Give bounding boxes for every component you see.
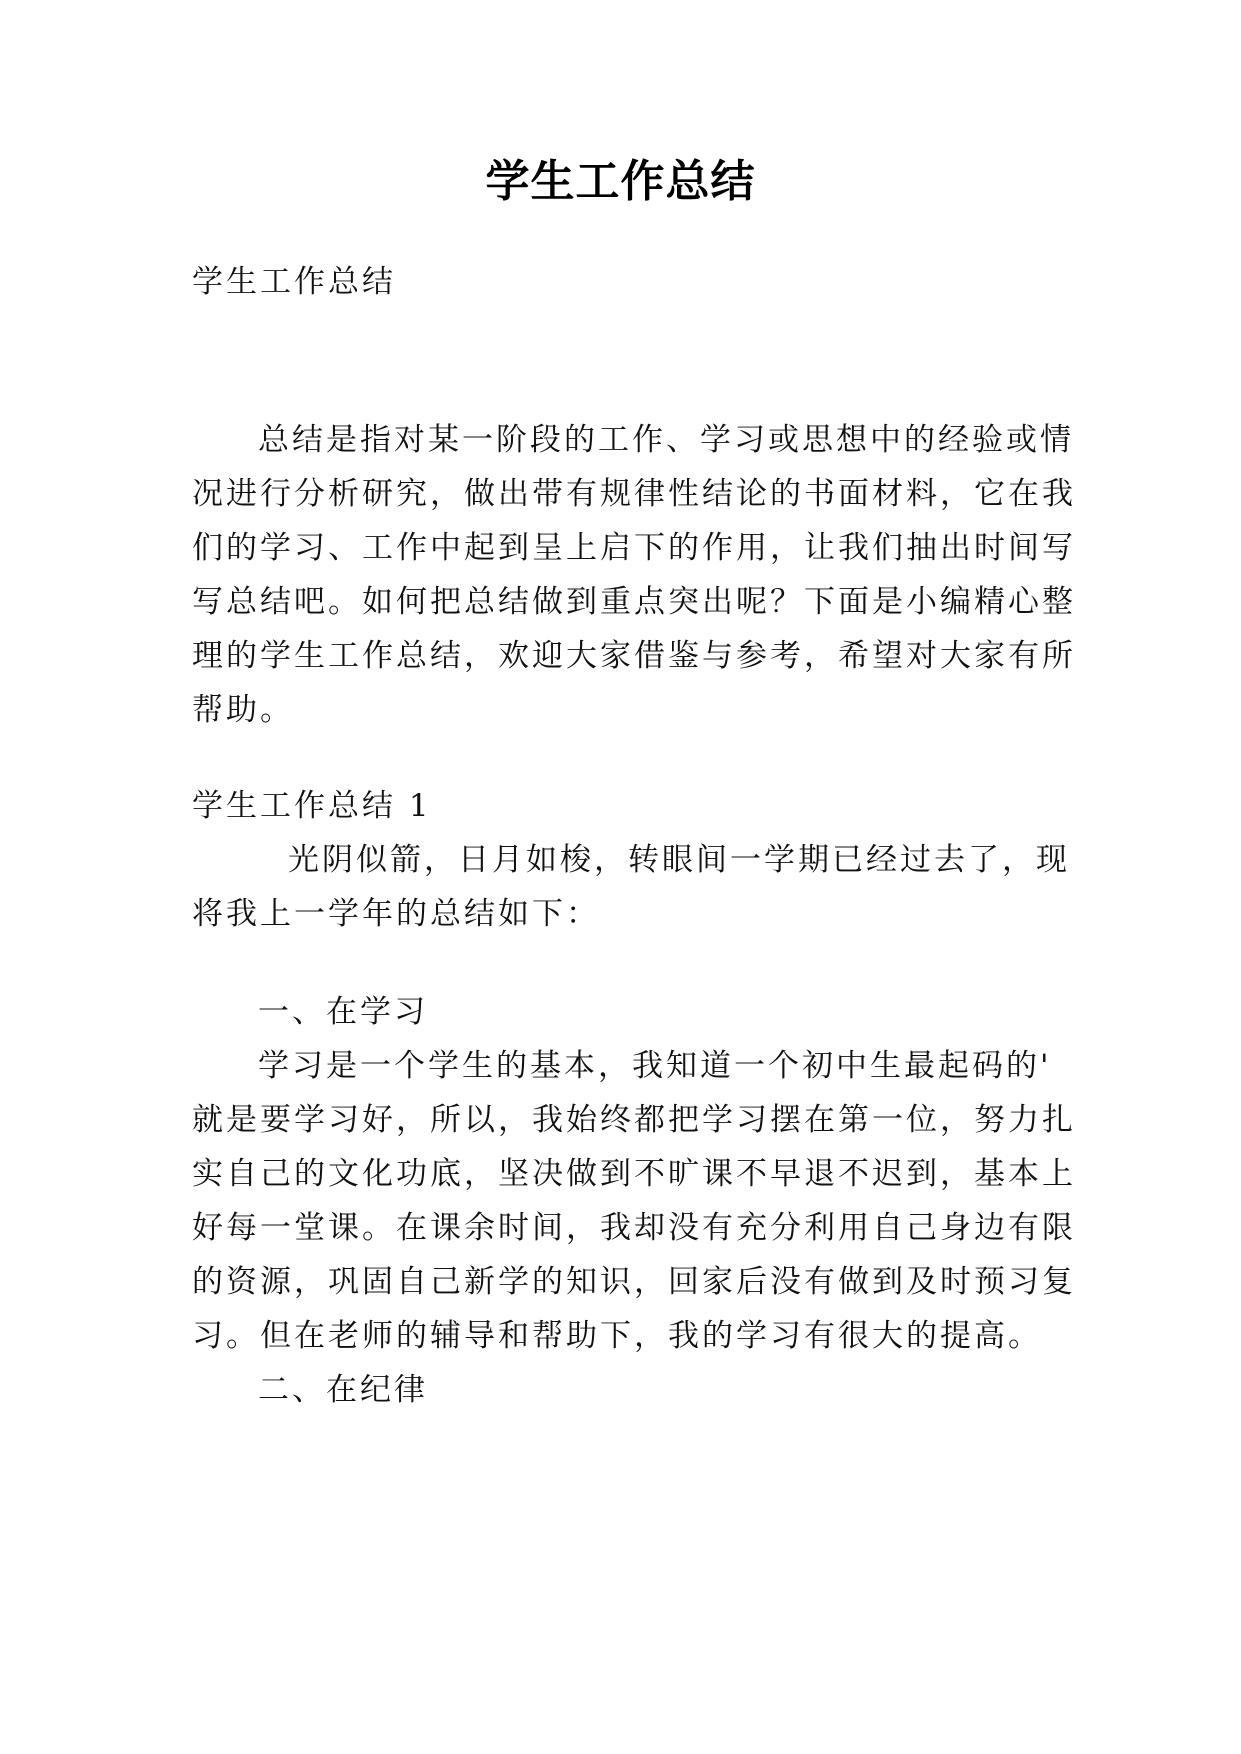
intro-line: 写总结吧。如何把总结做到重点突出呢？下面是小编精心整 (192, 584, 1076, 620)
intro-line: 帮助。 (192, 692, 294, 728)
paragraph-line: 习。但在老师的辅导和帮助下，我的学习有很大的提高。 (192, 1318, 1042, 1354)
paragraph-line: 实自己的文化功底，坚决做到不旷课不早退不迟到，基本上 (192, 1156, 1076, 1192)
paragraph-line: 就是要学习好，所以，我始终都把学习摆在第一位，努力扎 (192, 1102, 1076, 1138)
section-opening-line: 将我上一学年的总结如下： (192, 896, 600, 932)
part-heading: 二、在纪律 (258, 1372, 428, 1408)
intro-line: 总结是指对某一阶段的工作、学习或思想中的经验或情 (258, 422, 1074, 458)
paragraph-line: 的资源，巩固自己新学的知识，回家后没有做到及时预习复 (192, 1264, 1076, 1300)
part-heading: 一、在学习 (258, 994, 428, 1030)
paragraph-line: 学习是一个学生的基本，我知道一个初中生最起码的' (258, 1048, 1052, 1084)
paragraph-line: 好每一堂课。在课余时间，我却没有充分利用自己身边有限 (192, 1210, 1076, 1246)
intro-line: 们的学习、工作中起到呈上启下的作用，让我们抽出时间写 (192, 530, 1076, 566)
document-subtitle: 学生工作总结 (192, 264, 396, 300)
section-heading: 学生工作总结 1 (192, 788, 432, 824)
intro-line: 理的学生工作总结，欢迎大家借鉴与参考，希望对大家有所 (192, 638, 1076, 674)
document-title: 学生工作总结 (485, 156, 756, 207)
intro-line: 况进行分析研究，做出带有规律性结论的书面材料，它在我 (192, 476, 1076, 512)
section-opening-line: 光阴似箭，日月如梭，转眼间一学期已经过去了，现 (288, 842, 1070, 878)
